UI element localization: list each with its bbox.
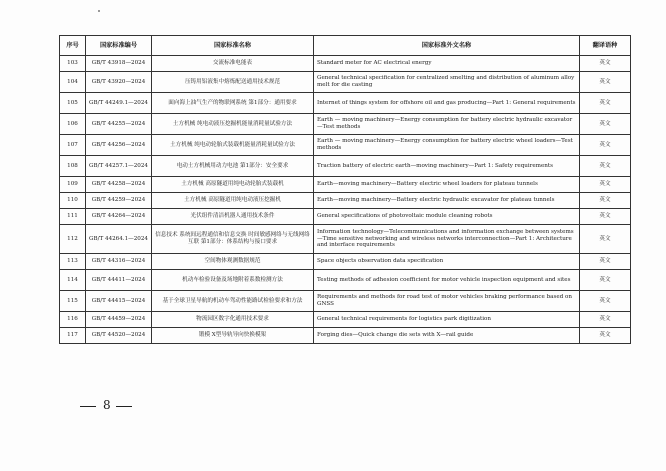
table-row	[60, 156, 631, 177]
table-row	[60, 328, 631, 344]
cell-code: GB/T 44256—2024	[86, 135, 152, 156]
cell-name-cn: 交流标准电能表	[152, 56, 314, 72]
table-row	[60, 193, 631, 209]
cell-language: 英文	[580, 209, 631, 225]
page-number: 8	[103, 398, 111, 412]
cell-name-cn: 基于全球卫星导航的机动车驾动性能路试检验要求和方法	[152, 291, 314, 312]
header-standard-name-cn: 国家标准名称	[152, 36, 314, 56]
cell-code: GB/T 44264—2024	[86, 209, 152, 225]
cell-no: 112	[60, 225, 86, 254]
cell-language: 英文	[580, 56, 631, 72]
cell-name-en: Information technology—Telecommunications and information exchange between systems—Time sensitive networking and wireless networks interconnection—Part 1: Architecture and interface requirements	[314, 225, 580, 254]
table-row	[60, 114, 631, 135]
footer-dash-left	[80, 406, 96, 407]
cell-no: 117	[60, 328, 86, 344]
cell-name-cn: 电动土方机械用动力电池 第1部分：安全要求	[152, 156, 314, 177]
cell-language: 英文	[580, 177, 631, 193]
cell-code: GB/T 44259—2024	[86, 193, 152, 209]
cell-no: 106	[60, 114, 86, 135]
cell-no: 114	[60, 270, 86, 291]
cell-name-cn: 物流园区数字化通用技术要求	[152, 312, 314, 328]
cell-no: 105	[60, 93, 86, 114]
cell-name-en: General specifications of photovoltaic module cleaning robots	[314, 209, 580, 225]
cell-code: GB/T 44411—2024	[86, 270, 152, 291]
footer-dash-right	[116, 406, 132, 407]
table-row	[60, 135, 631, 156]
cell-name-en: Standard meter for AC electrical energy	[314, 56, 580, 72]
cell-name-en: Forging dies—Quick change die sets with X—rail guide	[314, 328, 580, 344]
cell-name-en: Earth — moving machinery—Energy consumption for battery electric hydraulic excavator—Test methods	[314, 114, 580, 135]
cell-name-cn: 信息技术 系统间远程通信和信息交换 时间敏感网络与无线网络互联 第1部分：体系结构与接口要求	[152, 225, 314, 254]
table-row	[60, 93, 631, 114]
cell-code: GB/T 44255—2024	[86, 114, 152, 135]
scan-speck	[98, 10, 100, 12]
table-row	[60, 177, 631, 193]
cell-no: 113	[60, 254, 86, 270]
cell-name-en: Testing methods of adhesion coefficient for motor vehicle inspection equipment and sites	[314, 270, 580, 291]
cell-name-en: General technical requirements for logistics park digitization	[314, 312, 580, 328]
cell-name-cn: 土方机械 纯电动轮胎式装载机能量消耗量试验方法	[152, 135, 314, 156]
cell-name-cn: 锻模 X型导轨导向快换模架	[152, 328, 314, 344]
cell-code: GB/T 44257.1—2024	[86, 156, 152, 177]
cell-no: 107	[60, 135, 86, 156]
cell-name-cn: 空间物体观测数据规范	[152, 254, 314, 270]
cell-language: 英文	[580, 193, 631, 209]
cell-language: 英文	[580, 312, 631, 328]
cell-no: 115	[60, 291, 86, 312]
cell-language: 英文	[580, 270, 631, 291]
cell-no: 111	[60, 209, 86, 225]
header-standard-code: 国家标准编号	[86, 36, 152, 56]
table-row	[60, 254, 631, 270]
table-row	[60, 209, 631, 225]
standards-table	[59, 35, 631, 344]
cell-code: GB/T 44520—2024	[86, 328, 152, 344]
cell-language: 英文	[580, 114, 631, 135]
header-standard-name-en: 国家标准外文名称	[314, 36, 580, 56]
cell-no: 116	[60, 312, 86, 328]
cell-name-en: General technical specification for centralized smelting and distribution of aluminum alloy melt for die casting	[314, 72, 580, 93]
cell-name-cn: 土方机械 高原隧道用纯电动液压挖掘机	[152, 193, 314, 209]
cell-language: 英文	[580, 135, 631, 156]
table-header-row	[60, 36, 631, 56]
cell-name-cn: 机动车检验设备及场地附着系数检测方法	[152, 270, 314, 291]
cell-language: 英文	[580, 254, 631, 270]
cell-name-cn: 压铸用铝液集中熔炼配送通用技术规范	[152, 72, 314, 93]
cell-name-cn: 土方机械 高原隧道用纯电动轮胎式装载机	[152, 177, 314, 193]
cell-no: 110	[60, 193, 86, 209]
cell-language: 英文	[580, 93, 631, 114]
cell-name-en: Internet of things system for offshore oil and gas producing—Part 1: General requirements	[314, 93, 580, 114]
cell-no: 109	[60, 177, 86, 193]
cell-name-en: Requirements and methods for road test of motor vehicles braking performance based on GNSS	[314, 291, 580, 312]
header-translation-language: 翻译语种	[580, 36, 631, 56]
cell-name-en: Earth — moving machinery—Energy consumption for battery electric wheel loaders—Test methods	[314, 135, 580, 156]
cell-name-cn: 土方机械 纯电动液压挖掘机能量消耗量试验方法	[152, 114, 314, 135]
cell-code: GB/T 44249.1—2024	[86, 93, 152, 114]
cell-name-en: Earth—moving machinery—Battery electric wheel loaders for plateau tunnels	[314, 177, 580, 193]
table-row	[60, 270, 631, 291]
cell-language: 英文	[580, 291, 631, 312]
header-serial-no: 序号	[60, 36, 86, 56]
cell-language: 英文	[580, 72, 631, 93]
cell-no: 103	[60, 56, 86, 72]
table-row	[60, 72, 631, 93]
cell-no: 104	[60, 72, 86, 93]
cell-code: GB/T 44258—2024	[86, 177, 152, 193]
cell-code: GB/T 43918—2024	[86, 56, 152, 72]
table-row	[60, 56, 631, 72]
cell-name-en: Earth—moving machinery—Battery electric hydraulic excavator for plateau tunnels	[314, 193, 580, 209]
table-row	[60, 225, 631, 254]
cell-code: GB/T 44415—2024	[86, 291, 152, 312]
cell-name-en: Space objects observation data specification	[314, 254, 580, 270]
cell-no: 108	[60, 156, 86, 177]
cell-code: GB/T 44316—2024	[86, 254, 152, 270]
cell-code: GB/T 44459—2024	[86, 312, 152, 328]
cell-name-en: Traction battery of electric earth—moving machinery—Part 1: Safety requirements	[314, 156, 580, 177]
cell-code: GB/T 43920—2024	[86, 72, 152, 93]
cell-language: 英文	[580, 328, 631, 344]
cell-name-cn: 面向海上油气生产的物联网系统 第1部分：通用要求	[152, 93, 314, 114]
cell-language: 英文	[580, 225, 631, 254]
table-row	[60, 291, 631, 312]
cell-language: 英文	[580, 156, 631, 177]
cell-name-cn: 光伏组件清洁机器人通用技术条件	[152, 209, 314, 225]
cell-code: GB/T 44264.1—2024	[86, 225, 152, 254]
table-row	[60, 312, 631, 328]
